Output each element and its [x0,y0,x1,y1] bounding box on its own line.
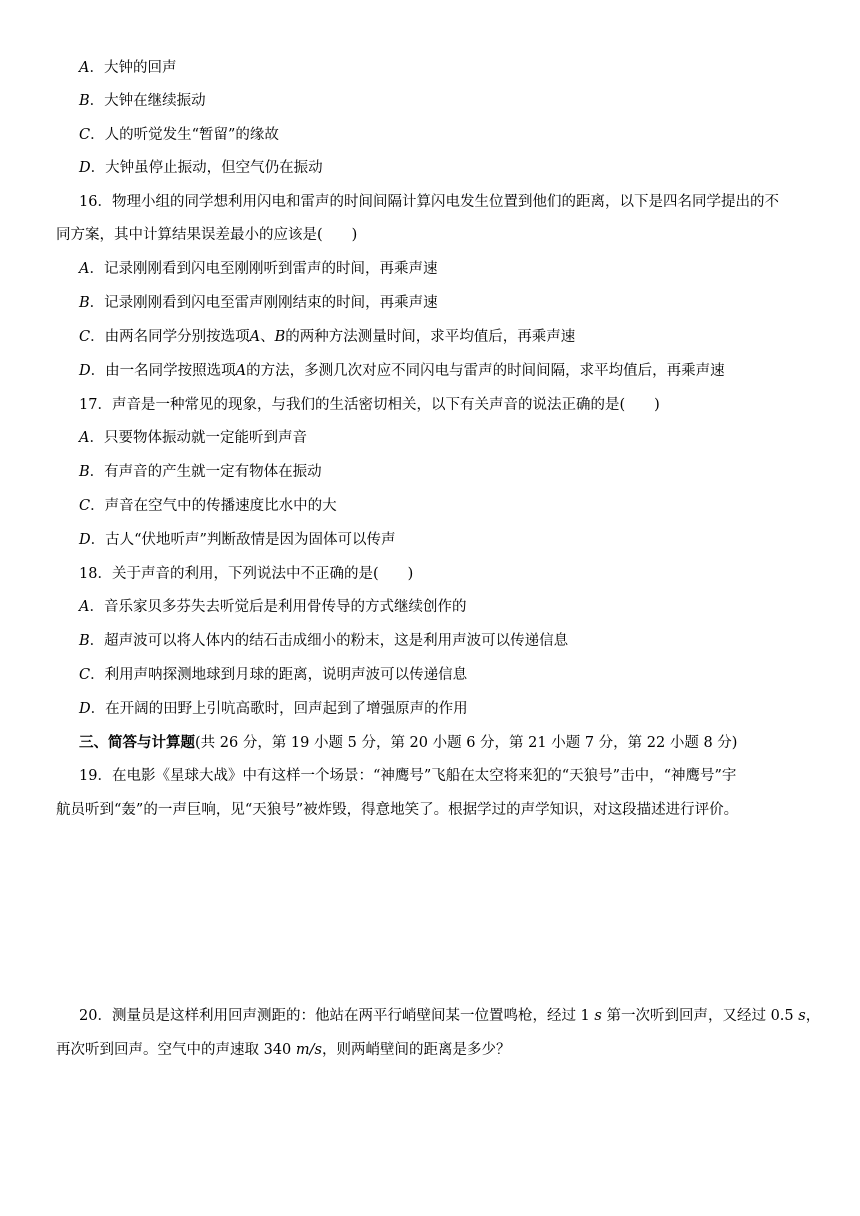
option-text: 人的听觉发生“暂留”的缘故 [104,127,279,143]
option-letter: A [79,261,90,277]
q20-line1 [79,1006,820,1026]
section-heading [79,733,737,753]
option-text: 利用声呐探测地球到月球的距离，说明声波可以传递信息 [104,667,468,683]
q15-option-a [79,58,176,78]
q15-option-c [79,125,279,145]
q15-option-b [79,91,206,111]
q16-option-a [79,259,437,279]
option-sep: ． [89,464,105,480]
option-letter: B [79,633,90,649]
option-sep: ． [89,430,104,446]
option-text: 由两名同学分别按选项 [104,329,250,345]
option-text: 只要物体振动就一定能听到声音 [103,430,307,446]
option-sep: ． [90,127,105,143]
option-sep: ． [90,667,105,683]
q20-text: 再次听到回声。空气中的声速取 340 [56,1042,296,1058]
q16-option-b [79,293,438,313]
option-sep: ． [90,329,105,345]
unit: m/s [295,1042,322,1058]
option-text: 在开阔的田野上引吭高歌时，回声起到了增强原声的作用 [105,701,468,717]
q16-option-c [79,327,575,347]
q17-option-c [79,496,337,516]
option-sep: ． [90,701,106,717]
option-text: 声音在空气中的传播速度比水中的大 [104,498,337,514]
option-letter: C [79,329,91,345]
option-sep: ． [89,599,104,615]
q19-line1: 19．在电影《星球大战》中有这样一个场景：“神鹰号”飞船在太空将来犯的“天狼号”击中，“神鹰号”宇 [79,768,737,784]
option-sep: ． [90,498,105,514]
section-title: 三、简答与计算题 [79,734,195,751]
option-sep: ． [90,532,106,548]
q15-option-d [79,158,323,178]
unit: s [594,1008,602,1024]
option-text: 音乐家贝多芬失去听觉后是利用骨传导的方式继续创作的 [103,599,467,615]
q16-stem-line1: 16．物理小组的同学想利用闪电和雷声的时间间隔计算闪电发生位置到他们的距离，以下是四名同学提出的不 [79,194,779,210]
q18-option-a [79,597,466,617]
section-note: (共 26 分，第 19 小题 5 分，第 20 小题 6 分，第 21 小题 7 分，第 22 小题 8 分) [195,735,738,751]
option-text: 由一名同学按照选项 [105,363,236,379]
option-letter: D [79,160,91,176]
option-sep: ． [90,160,106,176]
q18-stem: 18．关于声音的利用，下列说法中不正确的是( ) [79,566,414,582]
option-letter: C [79,667,91,683]
option-letter: D [79,363,91,379]
q20-line2 [56,1040,510,1060]
q17-option-b [79,462,322,482]
q20-text: 第一次听到回声，又经过 0.5 [601,1008,799,1024]
option-sep: ． [90,363,106,379]
q17-option-d [79,530,395,550]
option-text: 记录刚刚看到闪电至刚刚听到雷声的时间，再乘声速 [103,261,438,277]
q17-option-a [79,428,307,448]
q16-stem-line2: 同方案，其中计算结果误差最小的应该是( ) [56,227,358,243]
option-text: 古人“伏地听声”判断敌情是因为固体可以传声 [105,532,396,548]
option-sep: ． [89,633,105,649]
option-letter: D [79,532,91,548]
option-letter: C [79,498,91,514]
option-text: 有声音的产生就一定有物体在振动 [104,464,322,480]
option-letter: C [79,127,91,143]
q18-option-d [79,699,468,719]
option-ref: B [274,329,286,345]
option-letter: A [79,599,90,615]
option-sep: ． [89,261,104,277]
q19-line2: 航员听到“轰”的一声巨响，见“天狼号”被炸毁，得意地笑了。根据学过的声学知识，对这段描述进行评价。 [56,802,739,818]
option-letter: D [79,701,91,717]
option-sep: ． [89,60,104,76]
q17-stem: 17．声音是一种常见的现象，与我们的生活密切相关，以下有关声音的说法正确的是( ) [79,397,660,413]
option-sep: ． [89,93,105,109]
option-text: 、 [260,329,275,345]
q18-option-c [79,665,467,685]
option-text: 大钟虽停止振动，但空气仍在振动 [105,160,323,176]
q18-option-b [79,631,568,651]
q20-text: 20．测量员是这样利用回声测距的：他站在两平行峭壁间某一位置鸣枪，经过 1 [79,1008,595,1024]
option-letter: B [79,464,90,480]
option-ref: A [235,363,247,379]
unit: s [798,1008,806,1024]
option-letter: A [79,60,90,76]
q16-option-d [79,361,725,381]
option-text: 大钟的回声 [103,60,177,76]
option-letter: A [79,430,90,446]
option-ref: A [249,329,261,345]
q20-text: ，则两峭壁间的距离是多少？ [321,1042,511,1058]
option-letter: B [79,295,90,311]
option-text: 的方法，多测几次对应不同闪电与雷声的时间间隔，求平均值后，再乘声速 [246,363,725,379]
option-text: 超声波可以将人体内的结石击成细小的粉末，这是利用声波可以传递信息 [104,633,569,649]
q20-text: ， [805,1008,821,1024]
option-sep: ． [89,295,105,311]
option-text: 大钟在继续振动 [104,93,206,109]
option-text: 的两种方法测量时间，求平均值后，再乘声速 [285,329,576,345]
option-text: 记录刚刚看到闪电至雷声刚刚结束的时间，再乘声速 [104,295,438,311]
option-letter: B [79,93,90,109]
